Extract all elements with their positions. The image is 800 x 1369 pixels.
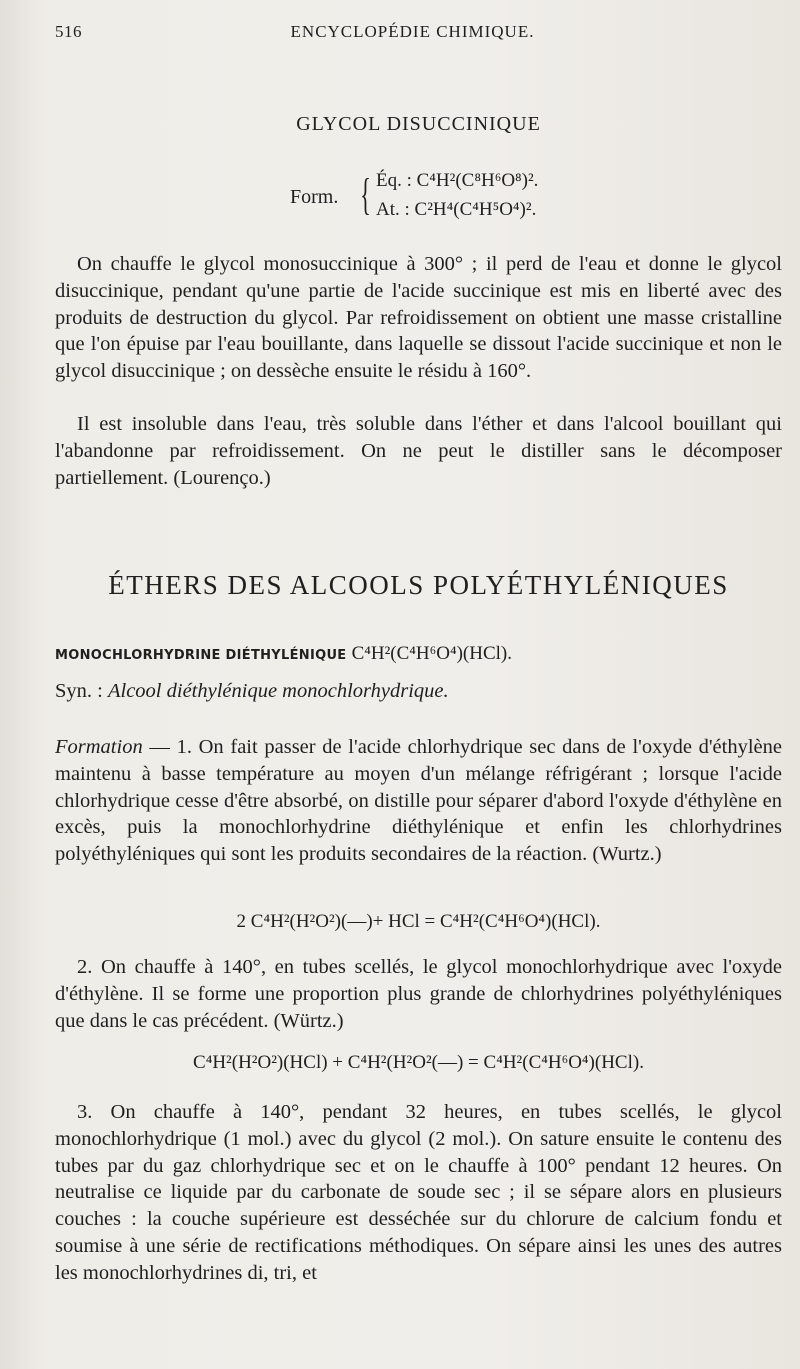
compound-formula: C⁴H²(C⁴H⁶O⁴)(HCl). (351, 643, 513, 664)
compound-heading (55, 643, 782, 665)
compound-name: MONOCHLORHYDRINE DIÉTHYLÉNIQUE (55, 648, 347, 663)
equation-2: C⁴H²(H²O²)(HCl) + C⁴H²(H²O²(—) = C⁴H²(C⁴H⁶O⁴)(HCl). (193, 1052, 644, 1073)
formula-equivalent: Éq. : C⁴H²(C⁸H⁶O⁸)². (376, 170, 539, 191)
paragraph-properties: Il est insoluble dans l'eau, très soluble dans l'éther et dans l'alcool bouillant qui l'abandonne par refroidissement. On ne peut le distiller sans le décomposer partiellement. (Lourenço.) (55, 413, 782, 489)
formation-label: Formation (55, 736, 143, 758)
formula-atomic: At. : C²H⁴(C⁴H⁵O⁴)². (376, 199, 537, 220)
page-header (55, 18, 770, 48)
synonym-line (55, 680, 782, 703)
brace-icon: { (360, 170, 371, 219)
page-number: 516 (55, 22, 82, 41)
formation-text: — 1. On fait passer de l'acide chlorhydrique sec dans de l'oxyde d'éthylène maintenu à basse température au moyen d'un mélange réfrigérant ; lorsque l'acide chlorhydrique cesse d'être absorbé, on distille pour séparer d'abord l'oxyde d'éthylène en excès, puis la monochlorhydrine diéthylénique et enfin les chlorhydrines polyéthyléniques qui sont les produits secondaires de la réaction. (Wurtz.) (55, 736, 782, 866)
paragraph-preparation: On chauffe le glycol monosuccinique à 300° ; il perd de l'eau et donne le glycol disuccinique, pendant qu'une partie de l'acide succinique est mis en liberté avec des produits de destruction du glycol. Par refroidissement on obtient une masse cristalline que l'on épuise par l'eau bouillante, dans laquelle se dissout l'acide succinique et non le glycol disuccinique ; on dessèche ensuite le résidu à 160°. (55, 253, 782, 383)
paragraph-formation-1 (55, 734, 782, 868)
synonym-value: Alcool diéthylénique monochlorhydrique. (107, 680, 449, 702)
running-title: ENCYCLOPÉDIE CHIMIQUE. (290, 22, 535, 41)
equation-1: 2 C⁴H²(H²O²)(—)+ HCl = C⁴H²(C⁴H⁶O⁴)(HCl). (236, 911, 601, 932)
paragraph-formation-2: 2. On chauffe à 140°, en tubes scellés, le glycol monochlorhydrique avec l'oxyde d'éthylène. Il se forme une proportion plus grande de chlorhydrines polyéthyléniques que dans le cas précédent. (Würtz.) (55, 956, 782, 1032)
section-title-ethers: ÉTHERS DES ALCOOLS POLYÉTHYLÉNIQUES (108, 570, 729, 600)
formula-label: Form. (290, 186, 339, 208)
paragraph-formation-3: 3. On chauffe à 140°, pendant 32 heures, en tubes scellés, le glycol monochlorhydrique (1 mol.) avec du glycol (2 mol.). On sature ensuite le contenu des tubes par du gaz chlorhydrique sec et on le chauffe à 100° pendant 12 heures. On neutralise ce liquide par du carbonate de soude sec ; il se sépare alors en plusieurs couches : la couche supérieure est desséchée sur du chlorure de calcium fondu et soumise à une série de rectifications méthodiques. On sépare ainsi les unes des autres les monochlorhydrines di, tri, et (55, 1101, 782, 1284)
section-title-glycol-disuccinique: GLYCOL DISUCCINIQUE (296, 113, 541, 135)
synonym-label: Syn. : (55, 680, 108, 702)
formula-block (290, 170, 590, 230)
